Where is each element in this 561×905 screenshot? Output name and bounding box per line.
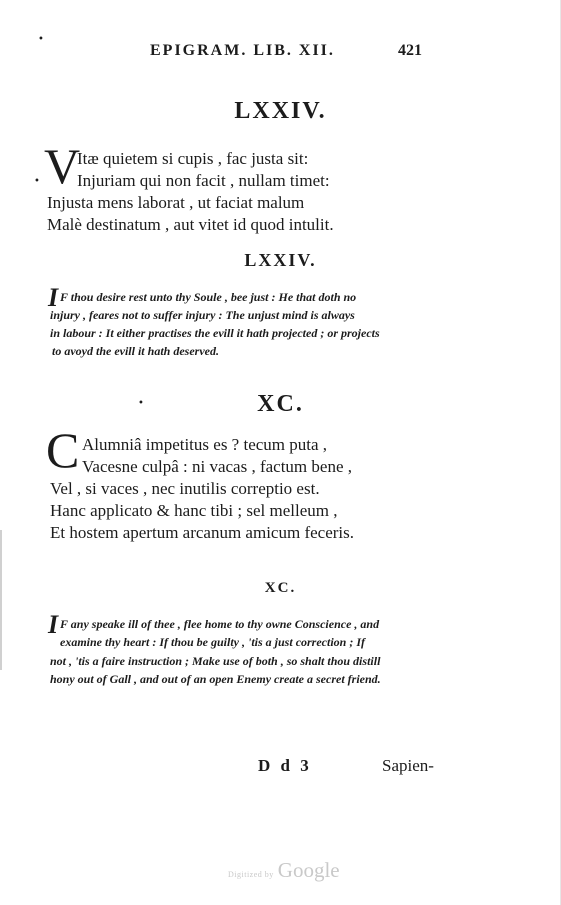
epigram-90-english-line-2: examine thy heart : If thou be guilty , 'tis a just correction ; If: [60, 635, 366, 649]
epigram-90-english-line-4: hony out of Gall , and out of an open Enemy create a secret friend.: [50, 672, 381, 686]
epigram-90-english-line-3: not , 'tis a faire instruction ; Make use of both , so shalt thou distill: [50, 654, 381, 668]
epigram-74-english-heading: LXXIV.: [244, 250, 317, 270]
epigram-74-english-line-4: to avoyd the evill it hath deserved.: [52, 344, 219, 358]
epigram-74-english-drop-cap: I: [48, 283, 59, 312]
watermark-brand: Google: [277, 858, 340, 882]
watermark-small-text: Digitized by: [228, 870, 274, 879]
epigram-74-latin-line-4: Malè destinatum , aut vitet id quod intulit.: [47, 215, 334, 234]
epigram-74-heading: LXXIV.: [234, 98, 327, 124]
scan-edge-left: [0, 530, 2, 670]
page-number: 421: [398, 42, 422, 59]
epigram-90-heading: XC.: [257, 391, 304, 417]
epigram-90-latin-line-1: Alumniâ impetitus es ? tecum puta ,: [82, 435, 328, 454]
epigram-74-drop-cap: V: [44, 138, 81, 194]
epigram-90-english-line-1: F any speake ill of thee , flee home to thy owne Conscience , and: [60, 617, 380, 631]
digitized-watermark: [228, 858, 340, 883]
corner-mark: •: [38, 34, 44, 45]
epigram-90-latin-line-3: Vel , si vaces , nec inutilis correptio est.: [50, 479, 320, 498]
epigram-74-english-line-3: in labour : It either practises the evill it hath projected ; or projects: [50, 326, 380, 340]
epigram-90-english-drop-cap: I: [48, 610, 59, 639]
epigram-90-latin-line-5: Et hostem apertum arcanum amicum feceris.: [50, 523, 354, 542]
epigram-74-english-line-2: injury , feares not to suffer injury : The unjust mind is always: [50, 308, 355, 322]
margin-dot: •: [34, 176, 40, 187]
epigram-74-latin-line-3: Injusta mens laborat , ut faciat malum: [47, 193, 305, 212]
epigram-74-english-line-1: F thou desire rest unto thy Soule , bee just : He that doth no: [60, 290, 357, 304]
epigram-90-latin-line-4: Hanc applicato & hanc tibi ; sel melleum ,: [50, 501, 338, 520]
signature-mark: D d 3: [258, 756, 312, 775]
catchword: Sapien-: [382, 756, 434, 775]
running-title: EPIGRAM. LIB. XII.: [150, 42, 335, 59]
epigram-74-latin-line-2: Injuriam qui non facit , nullam timet:: [77, 171, 330, 190]
epigram-90-drop-cap: C: [46, 422, 80, 478]
margin-dot: •: [138, 398, 144, 409]
epigram-90-english-heading: XC.: [264, 580, 297, 596]
epigram-74-latin-line-1: Itæ quietem si cupis , fac justa sit:: [77, 149, 309, 168]
epigram-90-latin-line-2: Vacesne culpâ : ni vacas , factum bene ,: [82, 457, 352, 476]
